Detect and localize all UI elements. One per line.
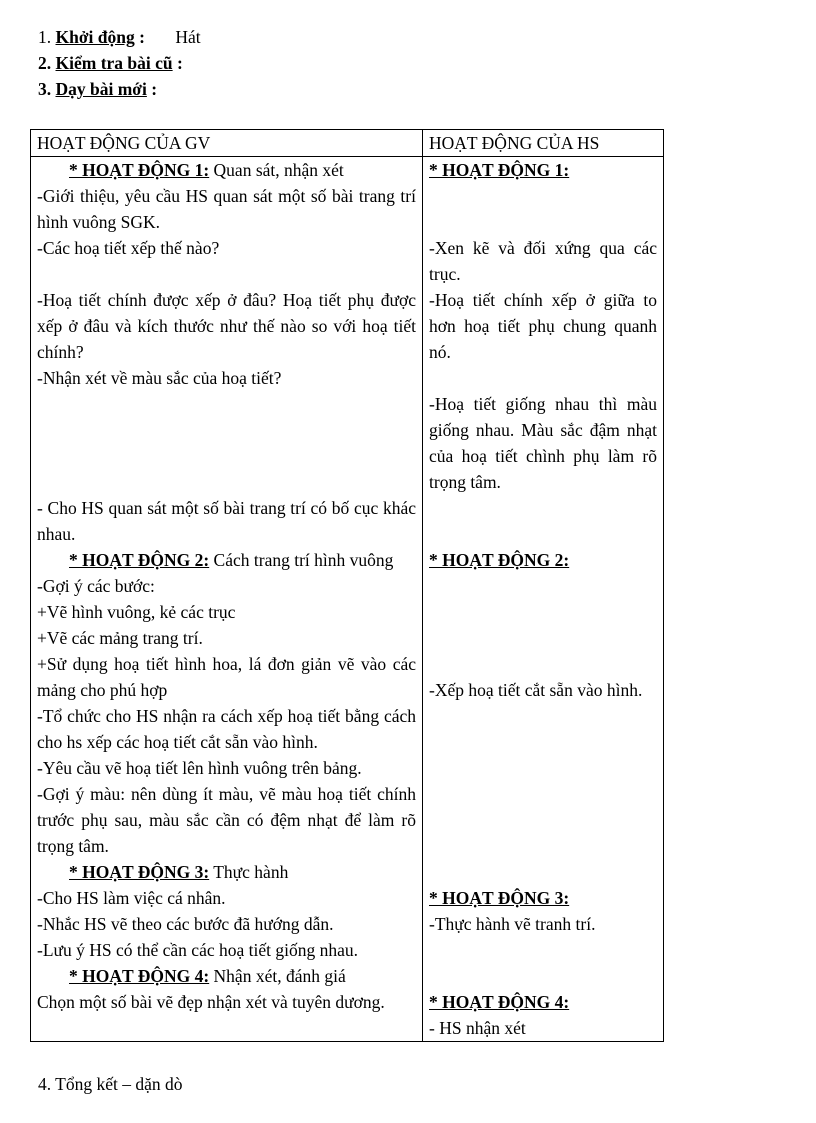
heading-colon: : (146, 79, 158, 99)
heading-colon: : (172, 53, 183, 73)
activity-3-heading: * HOẠT ĐỘNG 3: Thực hành (69, 862, 289, 882)
hs-activity-1-heading: * HOẠT ĐỘNG 1: (429, 160, 570, 180)
header-line-1 (38, 24, 201, 50)
teacher-activities-cell (31, 157, 423, 1042)
lesson-activity-table (30, 129, 664, 1042)
gv-2-6: -Yêu cầu vẽ hoạ tiết lên hình vuông trên bảng. (37, 758, 362, 778)
gv-2-3: +Vẽ các mảng trang trí. (37, 628, 203, 648)
gv-1-4: -Nhận xét về màu sắc của hoạ tiết? (37, 368, 282, 388)
hs-3-1: -Thực hành vẽ tranh trí. (429, 914, 596, 934)
hs-4-1: - HS nhận xét (429, 1018, 526, 1038)
line-number: 2. (38, 53, 52, 73)
gv-2-5: -Tổ chức cho HS nhận ra cách xếp hoạ tiết bằng cách cho hs xếp các hoạ tiết cắt sẵn vào hình. (37, 706, 416, 752)
gv-2-4: +Sử dụng hoạ tiết hình hoa, lá đơn giản vẽ vào các mảng cho phú hợp (37, 654, 416, 700)
gv-2-1: -Gợi ý các bước: (37, 576, 155, 596)
hs-2-1: -Xếp hoạ tiết cắt sẵn vào hình. (429, 680, 643, 700)
activity-4-heading: * HOẠT ĐỘNG 4: Nhận xét, đánh giá (69, 966, 346, 986)
gv-3-2: -Nhắc HS vẽ theo các bước đã hướng dẫn. (37, 914, 334, 934)
gv-2-2: +Vẽ hình vuông, kẻ các trục (37, 602, 236, 622)
warmup-value: Hát (175, 27, 201, 47)
header-line-3 (38, 76, 157, 102)
gv-2-7: -Gợi ý màu: nên dùng ít màu, vẽ màu hoạ tiết chính trước phụ sau, màu sắc cần có đệm nhạt để làm rõ trọng tâm. (37, 784, 416, 856)
heading-colon: : (134, 27, 145, 47)
student-column-header: HOẠT ĐỘNG CỦA HS (423, 130, 664, 157)
hs-1-1: -Xen kẽ và đối xứng qua các trục. (429, 238, 657, 284)
gv-1-1: -Giới thiệu, yêu cầu HS quan sát một số bài trang trí hình vuông SGK. (37, 186, 416, 232)
activity-2-heading: * HOẠT ĐỘNG 2: Cách trang trí hình vuông (69, 550, 394, 570)
gv-1-2: -Các hoạ tiết xếp thế nào? (37, 238, 220, 258)
teacher-column-header: HOẠT ĐỘNG CỦA GV (31, 130, 423, 157)
activity-1-heading: * HOẠT ĐỘNG 1: Quan sát, nhận xét (69, 160, 344, 180)
line-number: 1. (38, 27, 52, 47)
closing-section: 4. Tổng kết – dặn dò (38, 1074, 183, 1094)
student-activities-cell (423, 157, 664, 1042)
hs-1-3: -Hoạ tiết giống nhau thì màu giống nhau. Màu sắc đậm nhạt của hoạ tiết chình phụ làm rõ trọng tâm. (429, 394, 657, 492)
hs-activity-3-heading: * HOẠT ĐỘNG 3: (429, 888, 570, 908)
table-row (31, 157, 664, 1042)
hs-activity-2-heading: * HOẠT ĐỘNG 2: (429, 550, 570, 570)
header-line-2 (38, 50, 183, 76)
section-heading: Kiểm tra bài cũ (55, 53, 173, 73)
section-heading: Dạy bài mới (55, 79, 147, 99)
table-header-row (31, 130, 664, 157)
line-number: 3. (38, 79, 52, 99)
gv-1-5: - Cho HS quan sát một số bài trang trí có bố cục khác nhau. (37, 498, 416, 544)
gv-3-1: -Cho HS làm việc cá nhân. (37, 888, 226, 908)
section-heading: Khởi động (55, 27, 135, 47)
gv-3-3: -Lưu ý HS có thể cần các hoạ tiết giống nhau. (37, 940, 358, 960)
hs-activity-4-heading: * HOẠT ĐỘNG 4: (429, 992, 570, 1012)
gv-1-3: -Hoạ tiết chính được xếp ở đâu? Hoạ tiết phụ được xếp ở đâu và kích thước như thế nào so với hoạ tiết chính? (37, 290, 416, 362)
gv-4-1: Chọn một số bài vẽ đẹp nhận xét và tuyên dương. (37, 992, 385, 1012)
hs-1-2: -Hoạ tiết chính xếp ở giữa to hơn hoạ tiết phụ chung quanh nó. (429, 290, 657, 362)
